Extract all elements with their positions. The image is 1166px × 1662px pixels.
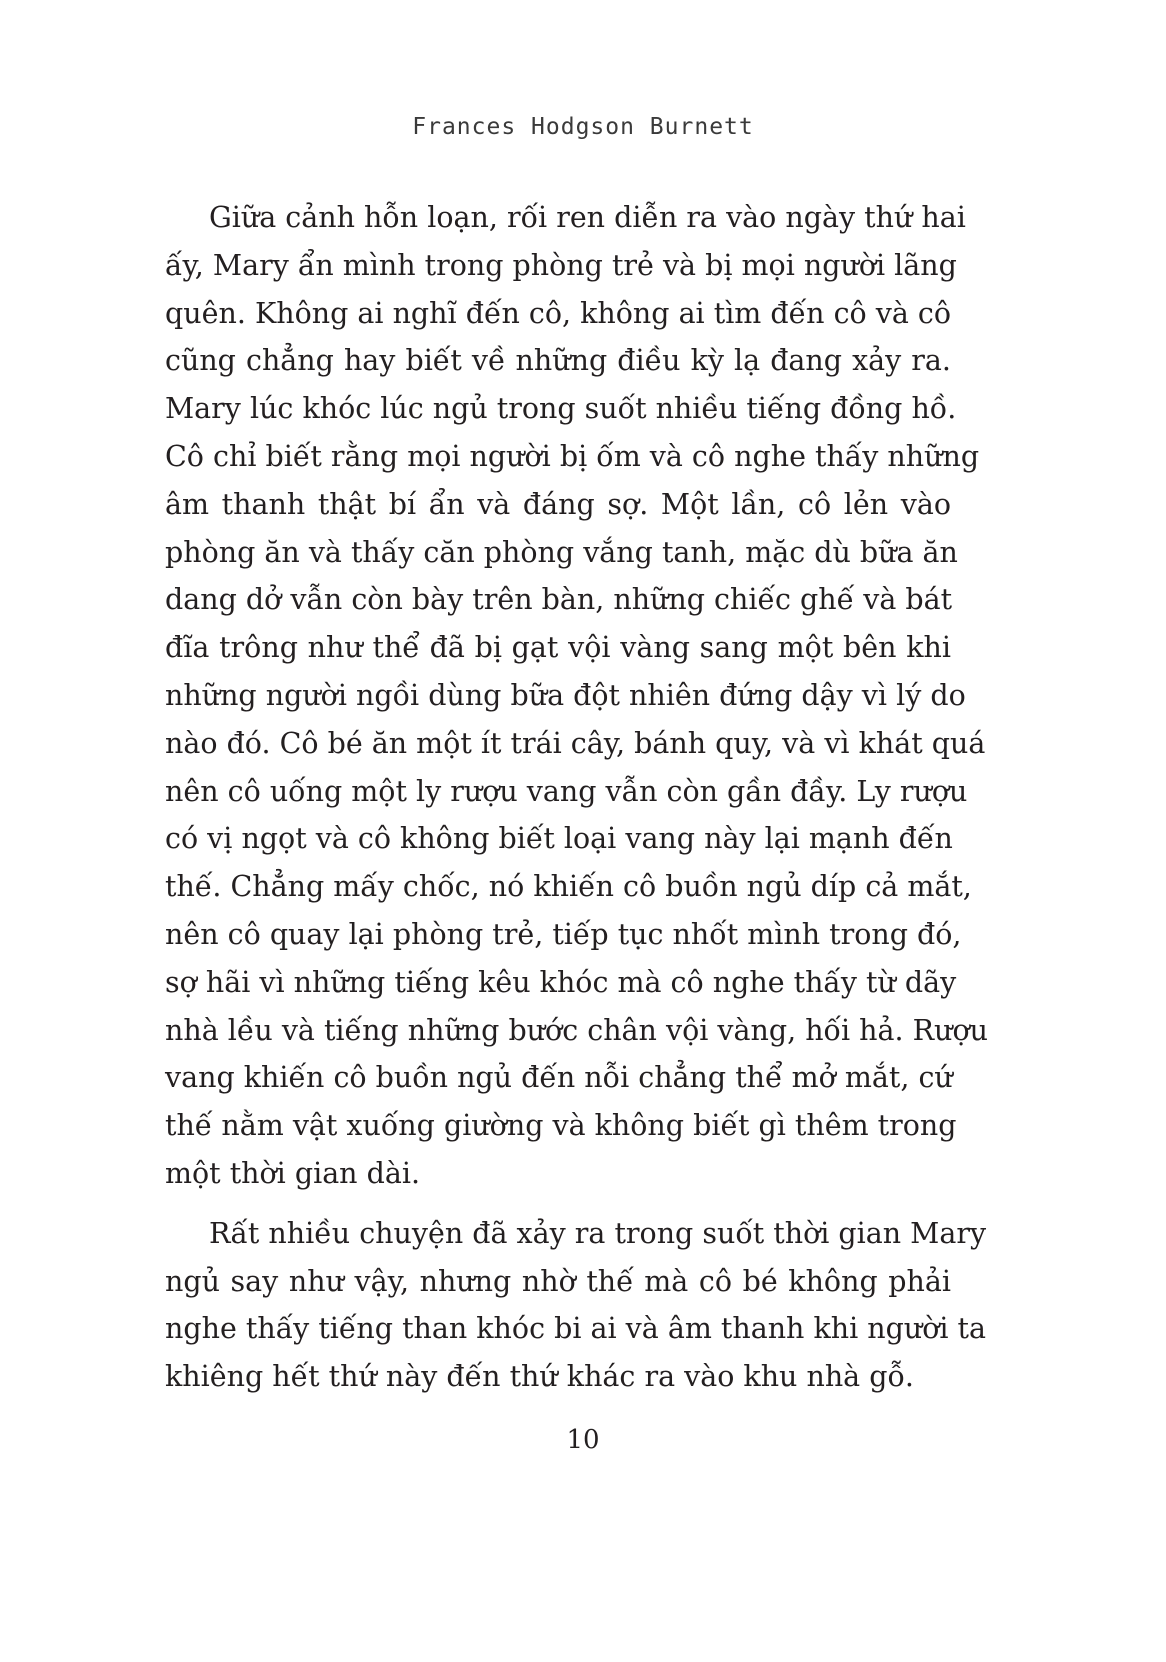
text-line: quên. Không ai nghĩ đến cô, không ai tìm đến cô và cô [165,296,952,330]
text-line: vang khiến cô buồn ngủ đến nỗi chẳng thể mở mắt, cứ [165,1061,953,1095]
text-line: những người ngồi dùng bữa đột nhiên đứng dậy vì lý do [165,678,966,712]
text-line: nên cô uống một ly rượu vang vẫn còn gần đầy. Ly rượu [165,774,968,808]
paragraph-2 [165,1210,987,1401]
text-line: ngủ say như vậy, nhưng nhờ thế mà cô bé không phải [165,1264,951,1298]
text-line: thế. Chẳng mấy chốc, nó khiến cô buồn ngủ díp cả mắt, [165,870,972,904]
text-line: nghe thấy tiếng than khóc bi ai và âm thanh khi người ta [165,1312,987,1346]
text-line: Mary lúc khóc lúc ngủ trong suốt nhiều tiếng đồng hồ. [165,392,957,426]
body-text [165,194,988,1413]
text-line: âm thanh thật bí ẩn và đáng sợ. Một lần, cô lẻn vào [165,487,951,521]
paragraph-1 [165,194,988,1198]
text-line: nhà lều và tiếng những bước chân vội vàng, hối hả. Rượu [165,1013,988,1047]
text-line: Giữa cảnh hỗn loạn, rối ren diễn ra vào ngày thứ hai [209,201,966,234]
running-header-author: Frances Hodgson Burnett [412,114,754,140]
text-line: nào đó. Cô bé ăn một ít trái cây, bánh quy, và vì khát quá [165,726,986,760]
text-line: phòng ăn và thấy căn phòng vắng tanh, mặc dù bữa ăn [165,535,958,569]
text-line: Rất nhiều chuyện đã xảy ra trong suốt thời gian Mary [209,1216,987,1250]
text-line: cũng chẳng hay biết về những điều kỳ lạ đang xảy ra. [165,344,951,378]
text-line: nên cô quay lại phòng trẻ, tiếp tục nhốt mình trong đó, [165,917,962,951]
text-line: sợ hãi vì những tiếng kêu khóc mà cô nghe thấy từ dãy [165,965,957,999]
text-line: có vị ngọt và cô không biết loại vang này lại mạnh đến [165,822,953,856]
text-line: một thời gian dài. [165,1156,421,1190]
text-line: Cô chỉ biết rằng mọi người bị ốm và cô nghe thấy những [165,439,980,473]
text-line: khiêng hết thứ này đến thứ khác ra vào khu nhà gỗ. [165,1360,914,1394]
text-line: ấy, Mary ẩn mình trong phòng trẻ và bị mọi người lãng [165,248,957,282]
text-line: thế nằm vật xuống giường và không biết gì thêm trong [165,1109,957,1143]
text-line: dang dở vẫn còn bày trên bàn, những chiếc ghế và bát [165,583,953,617]
text-line: đĩa trông như thể đã bị gạt vội vàng sang một bên khi [165,631,951,665]
page-number: 10 [566,1425,600,1455]
